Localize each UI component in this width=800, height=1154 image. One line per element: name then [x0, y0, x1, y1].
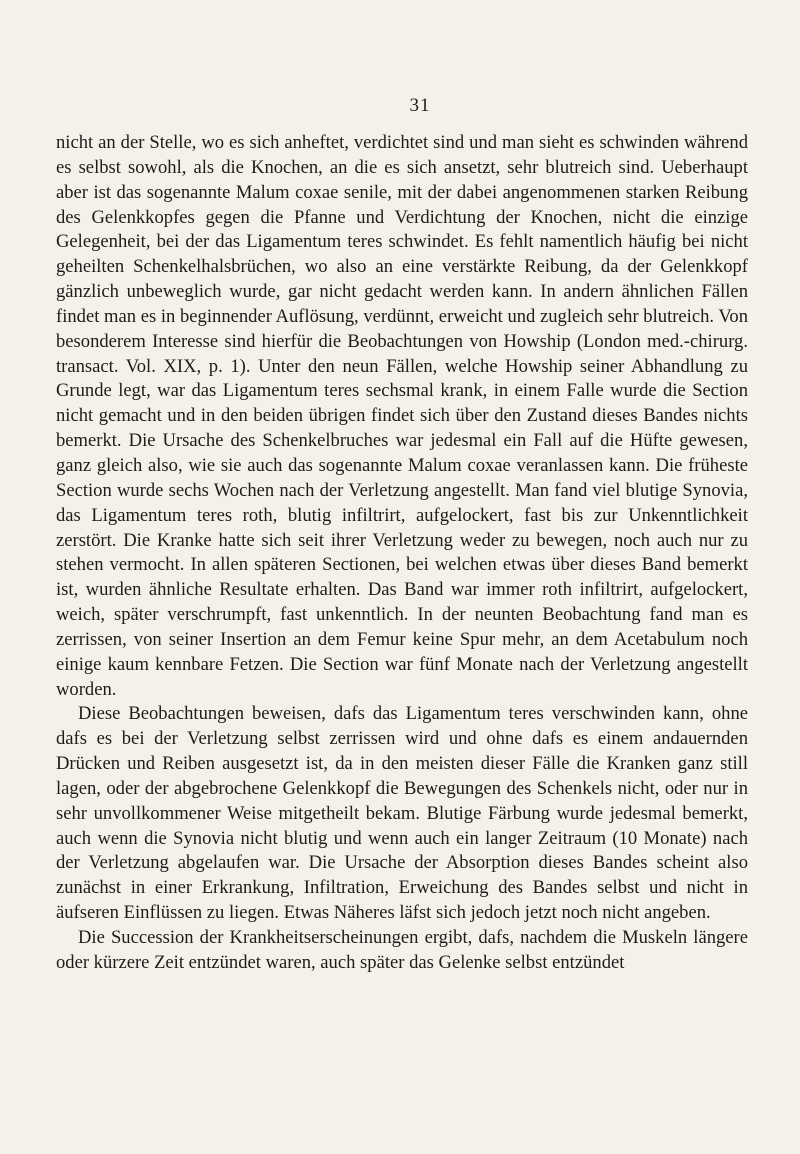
- page-number: 31: [409, 95, 431, 116]
- paragraph-1: nicht an der Stelle, wo es sich anheftet, verdichtet sind und man sieht es schwinden während es selbst sowohl, als die Knochen, an die es sich ansetzt, sehr blutreich sind. Ueberhaupt aber ist das sogenannte Malum coxae senile, mit der dabei angenommenen starken Reibung des Gelenkkopfes gegen die Pfanne und Verdichtung der Knochen, nicht die einzige Gelegenheit, bei der das Ligamentum teres schwindet. Es fehlt namentlich häufig bei nicht geheilten Schenkelhalsbrüchen, wo also an eine verstärkte Reibung, da der Gelenkkopf gänzlich unbeweglich wurde, gar nicht gedacht werden kann. In andern ähnlichen Fällen findet man es in beginnender Auflösung, verdünnt, erweicht und zugleich sehr blutreich. Von besonderem Interesse sind hierfür die Beobachtungen von Howship (London med.-chirurg. transact. Vol. XIX, p. 1). Unter den neun Fällen, welche Howship seiner Abhandlung zu Grunde legt, war das Ligamentum teres sechsmal krank, in einem Falle wurde die Section nicht gemacht und in den beiden übrigen findet sich über den Zustand dieses Bandes nichts bemerkt. Die Ursache des Schenkelbruches war jedesmal ein Fall auf die Hüfte gewesen, ganz gleich also, wie sie auch das sogenannte Malum coxae veranlassen kann. Die früheste Section wurde sechs Wochen nach der Verletzung angestellt. Man fand viel blutige Synovia, das Ligamentum teres roth, blutig infiltrirt, aufgelockert, fast bis zur Unkenntlichkeit zerstört. Die Kranke hatte sich seit ihrer Verletzung weder zu bewegen, noch auch nur zu stehen vermocht. In allen späteren Sectionen, bei welchen etwas über dieses Band bemerkt ist, wurden ähnliche Resultate erhalten. Das Band war immer roth infiltrirt, aufgelockert, weich, später verschrumpft, fast unkenntlich. In der neunten Beobachtung fand man es zerrissen, von seiner Insertion an dem Femur keine Spur mehr, an dem Acetabulum noch einige kaum kennbare Fetzen. Die Section war fünf Monate nach der Verletzung angestellt worden.: [56, 132, 748, 700]
- paragraph-3: Die Succession der Krankheitserscheinungen ergibt, dafs, nachdem die Muskeln längere oder kürzere Zeit entzündet waren, auch später das Gelenke selbst entzündet: [56, 927, 748, 973]
- body-text: [56, 131, 748, 976]
- paragraph-2: Diese Beobachtungen beweisen, dafs das Ligamentum teres verschwinden kann, ohne dafs es bei der Verletzung selbst zerrissen wird und ohne dafs es einem andauernden Drücken und Reiben ausgesetzt ist, da in den meisten dieser Fälle die Kranken ganz still lagen, oder der abgebrochene Gelenkkopf die Bewegungen des Schenkels nicht, oder nur in sehr unvollkommener Weise mitgetheilt bekam. Blutige Färbung wurde jedesmal bemerkt, auch wenn die Synovia nicht blutig und wenn auch ein langer Zeitraum (10 Monate) nach der Verletzung abgelaufen war. Die Ursache der Absorption dieses Bandes scheint also zunächst in einer Erkrankung, Infiltration, Erweichung des Bandes selbst und nicht in äufseren Einflüssen zu liegen. Etwas Näheres läfst sich jedoch jetzt noch nicht angeben.: [56, 703, 748, 924]
